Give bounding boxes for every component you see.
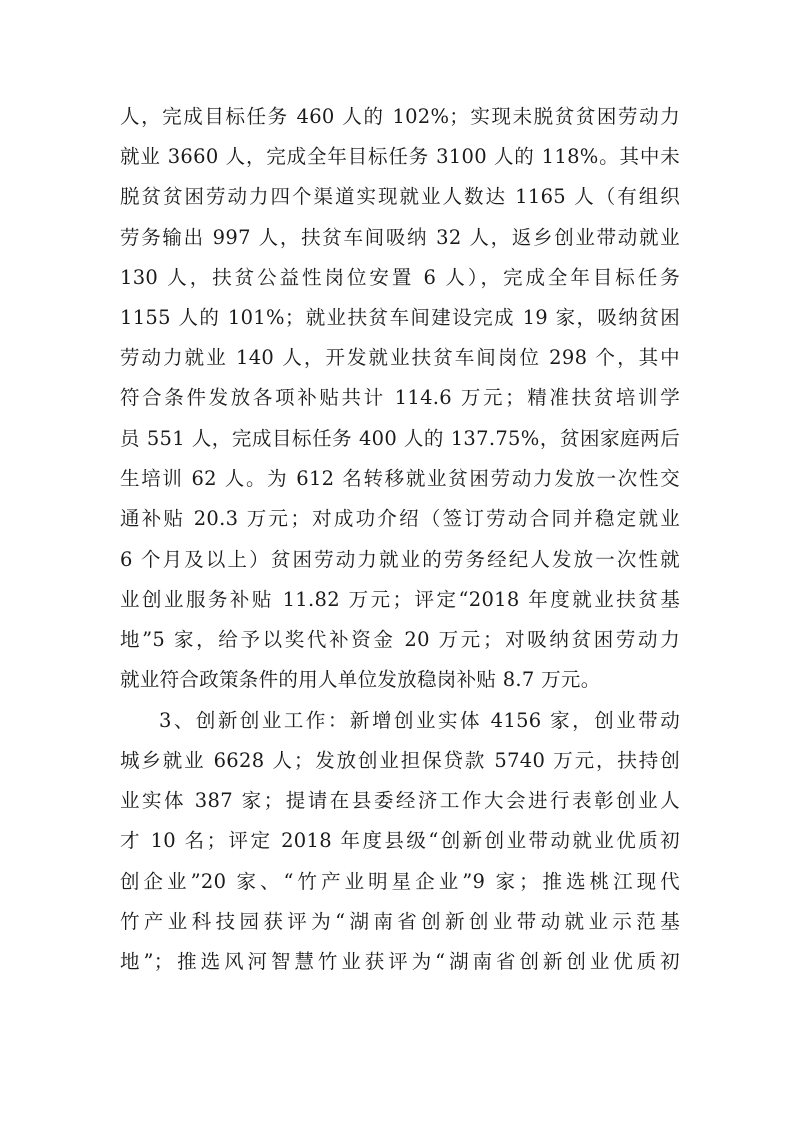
text-line: 城乡就业 6628 人；发放创业担保贷款 5740 万元，扶持创 bbox=[120, 749, 680, 772]
text-line: 符合条件发放各项补贴共计 114.6 万元；精准扶贫培训学 bbox=[120, 386, 680, 409]
text-line: 通补贴 20.3 万元；对成功介绍（签订劳动合同并稳定就业 bbox=[120, 507, 680, 530]
text-line: 业实体 387 家；提请在县委经济工作大会进行表彰创业人 bbox=[120, 789, 680, 812]
text-line: 才 10 名；评定 2018 年度县级“创新创业带动就业优质初 bbox=[120, 829, 680, 852]
text-line: 业创业服务补贴 11.82 万元；评定“2018 年度就业扶贫基 bbox=[120, 588, 680, 611]
text-line: 1155 人的 101%；就业扶贫车间建设完成 19 家，吸纳贫困 bbox=[120, 306, 680, 329]
text-line: 地”5 家，给予以奖代补资金 20 万元；对吸纳贫困劳动力 bbox=[120, 628, 680, 651]
text-line: 地”；推选风河智慧竹业获评为“湖南省创新创业优质初 bbox=[120, 950, 680, 973]
text-line: 生培训 62 人。为 612 名转移就业贫困劳动力发放一次性交 bbox=[120, 467, 680, 490]
text-line: 劳务输出 997 人，扶贫车间吸纳 32 人，返乡创业带动就业 bbox=[120, 226, 680, 249]
text-line: 6 个月及以上）贫困劳动力就业的劳务经纪人发放一次性就 bbox=[120, 548, 680, 571]
text-line: 脱贫贫困劳动力四个渠道实现就业人数达 1165 人（有组织 bbox=[120, 185, 680, 208]
text-line: 员 551 人，完成目标任务 400 人的 137.75%，贫困家庭两后 bbox=[120, 427, 680, 450]
text-line: 劳动力就业 140 人，开发就业扶贫车间岗位 298 个，其中 bbox=[120, 346, 680, 369]
text-line: 竹产业科技园获评为“湖南省创新创业带动就业示范基 bbox=[120, 910, 680, 933]
text-line: 就业符合政策条件的用人单位发放稳岗补贴 8.7 万元。 bbox=[120, 668, 601, 691]
text-line: 就业 3660 人，完成全年目标任务 3100 人的 118%。其中未 bbox=[120, 145, 680, 168]
text-line: 人，完成目标任务 460 人的 102%；实现未脱贫贫困劳动力 bbox=[120, 105, 680, 128]
text-line: 创企业”20 家、“竹产业明星企业”9 家；推选桃江现代 bbox=[120, 870, 680, 893]
section-3-first-line: 3、创新创业工作：新增创业实体 4156 家，创业带动 bbox=[159, 709, 680, 732]
text-line: 130 人，扶贫公益性岗位安置 6 人），完成全年目标任务 bbox=[120, 266, 680, 289]
